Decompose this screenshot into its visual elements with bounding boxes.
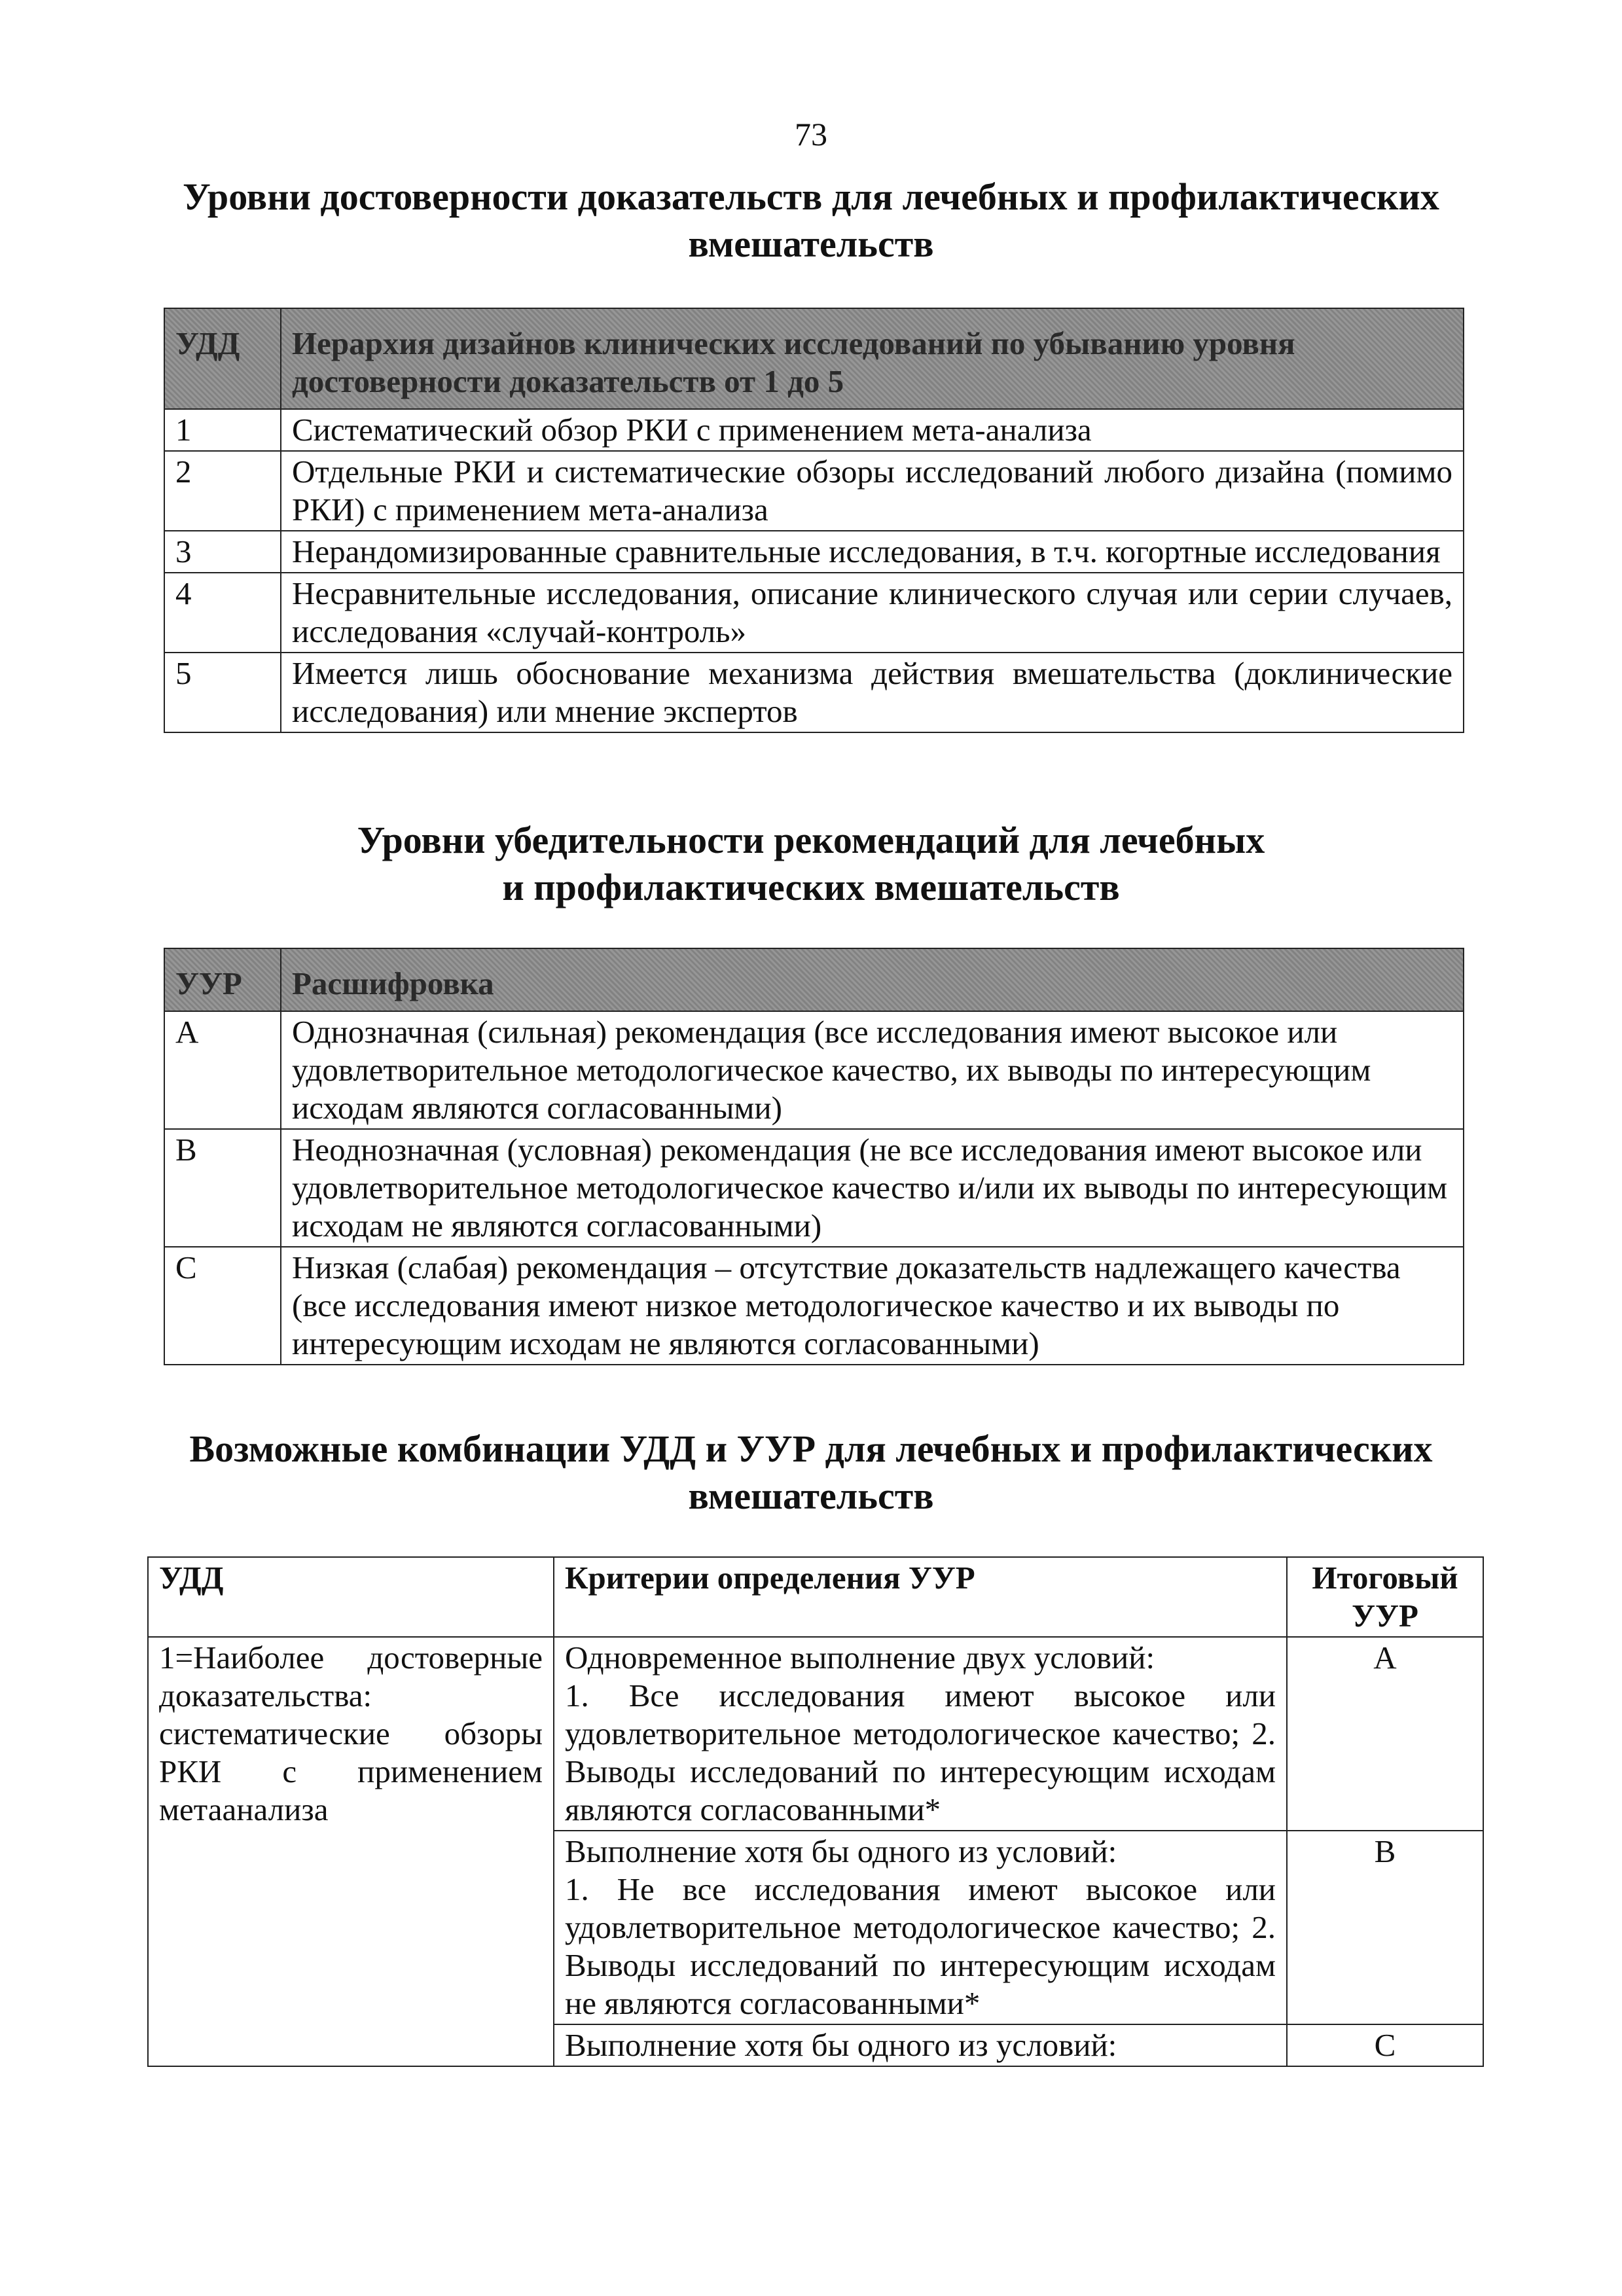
page-number: 73 bbox=[795, 116, 827, 152]
combo-result-cell: C bbox=[1287, 2024, 1483, 2066]
combo-udd-cell: 1=Наиболее достоверные доказательства: систематические обзоры РКИ с применением метаанализа bbox=[148, 1637, 554, 2066]
combo-result-cell: B bbox=[1287, 1831, 1483, 2024]
udd-description-cell: Несравнительные исследования, описание клинического случая или серии случаев, исследования «случай-контроль» bbox=[281, 573, 1464, 653]
combo-result-cell: A bbox=[1287, 1637, 1483, 1831]
criteria-body: 1. Не все исследования имеют высокое или удовлетворительное методологическое качество; 2. Выводы исследований по интересующим исходам не являются согласованными* bbox=[565, 1871, 1276, 2021]
uur-section-title bbox=[0, 817, 1622, 911]
table-row bbox=[164, 409, 1464, 451]
uur-table bbox=[164, 948, 1464, 1365]
uur-header-description: Расшифровка bbox=[281, 948, 1464, 1011]
udd-description-cell: Систематический обзор РКИ с применением мета-анализа bbox=[281, 409, 1464, 451]
combo-criteria-cell bbox=[554, 2024, 1287, 2066]
table-row bbox=[164, 653, 1464, 732]
udd-level-cell: 3 bbox=[164, 531, 281, 573]
uur-header-level: УУР bbox=[164, 948, 281, 1011]
combo-section-title bbox=[0, 1426, 1622, 1520]
udd-title-line-1: Уровни достоверности доказательств для лечебных и профилактических bbox=[183, 175, 1439, 218]
combo-title-line-1: Возможные комбинации УДД и УУР для лечебных и профилактических bbox=[189, 1427, 1433, 1470]
uur-title-line-2: и профилактических вмешательств bbox=[502, 866, 1120, 908]
criteria-intro: Выполнение хотя бы одного из условий: bbox=[565, 1833, 1117, 1869]
udd-level-cell: 1 bbox=[164, 409, 281, 451]
uur-description-cell: Однозначная (сильная) рекомендация (все исследования имеют высокое или удовлетворительное методологическое качество, их выводы по интересующим исходам являются согласованными) bbox=[281, 1011, 1464, 1129]
criteria-body: 1. Все исследования имеют высокое или удовлетворительное методологическое качество; 2. Выводы исследований по интересующим исходам являются согласованными* bbox=[565, 1677, 1276, 1827]
udd-description-cell: Нерандомизированные сравнительные исследования, в т.ч. когортные исследования bbox=[281, 531, 1464, 573]
udd-description-cell: Отдельные РКИ и систематические обзоры исследований любого дизайна (помимо РКИ) с применением мета-анализа bbox=[281, 451, 1464, 531]
uur-title-line-1: Уровни убедительности рекомендаций для лечебных bbox=[357, 819, 1265, 861]
uur-description-cell: Низкая (слабая) рекомендация – отсутствие доказательств надлежащего качества (все исследования имеют низкое методологическое качество и их выводы по интересующим исходам не являются согласованными) bbox=[281, 1247, 1464, 1365]
udd-title-line-2: вмешательств bbox=[688, 223, 934, 265]
table-row bbox=[164, 1011, 1464, 1129]
uur-level-cell: B bbox=[164, 1129, 281, 1247]
udd-description-cell: Имеется лишь обоснование механизма действия вмешательства (доклинические исследования) или мнение экспертов bbox=[281, 653, 1464, 732]
udd-table bbox=[164, 308, 1464, 733]
table-row bbox=[164, 531, 1464, 573]
combo-header-criteria: Критерии определения УУР bbox=[554, 1557, 1287, 1637]
table-row bbox=[164, 1129, 1464, 1247]
uur-description-cell: Неоднозначная (условная) рекомендация (не все исследования имеют высокое или удовлетворительное методологическое качество и/или их выводы по интересующим исходам не являются согласованными) bbox=[281, 1129, 1464, 1247]
criteria-intro: Одновременное выполнение двух условий: bbox=[565, 1640, 1155, 1676]
combo-title-line-2: вмешательств bbox=[688, 1475, 934, 1517]
uur-level-cell: C bbox=[164, 1247, 281, 1365]
combo-header-udd: УДД bbox=[148, 1557, 554, 1637]
combo-header-result: Итоговый УУР bbox=[1287, 1557, 1483, 1637]
udd-header-description: Иерархия дизайнов клинических исследований по убыванию уровня достоверности доказательств от 1 до 5 bbox=[281, 308, 1464, 409]
udd-level-cell: 4 bbox=[164, 573, 281, 653]
combo-table bbox=[147, 1556, 1484, 2067]
combo-criteria-cell bbox=[554, 1831, 1287, 2024]
udd-section-title bbox=[0, 173, 1622, 268]
criteria-intro: Выполнение хотя бы одного из условий: bbox=[565, 2027, 1117, 2063]
udd-table-header-row bbox=[164, 308, 1464, 409]
combo-table-header-row bbox=[148, 1557, 1483, 1637]
uur-level-cell: A bbox=[164, 1011, 281, 1129]
combo-criteria-cell bbox=[554, 1637, 1287, 1831]
uur-table-header-row bbox=[164, 948, 1464, 1011]
udd-level-cell: 5 bbox=[164, 653, 281, 732]
udd-header-level: УДД bbox=[164, 308, 281, 409]
udd-level-cell: 2 bbox=[164, 451, 281, 531]
table-row bbox=[164, 451, 1464, 531]
table-row bbox=[164, 573, 1464, 653]
table-row bbox=[148, 1637, 1483, 1831]
table-row bbox=[164, 1247, 1464, 1365]
